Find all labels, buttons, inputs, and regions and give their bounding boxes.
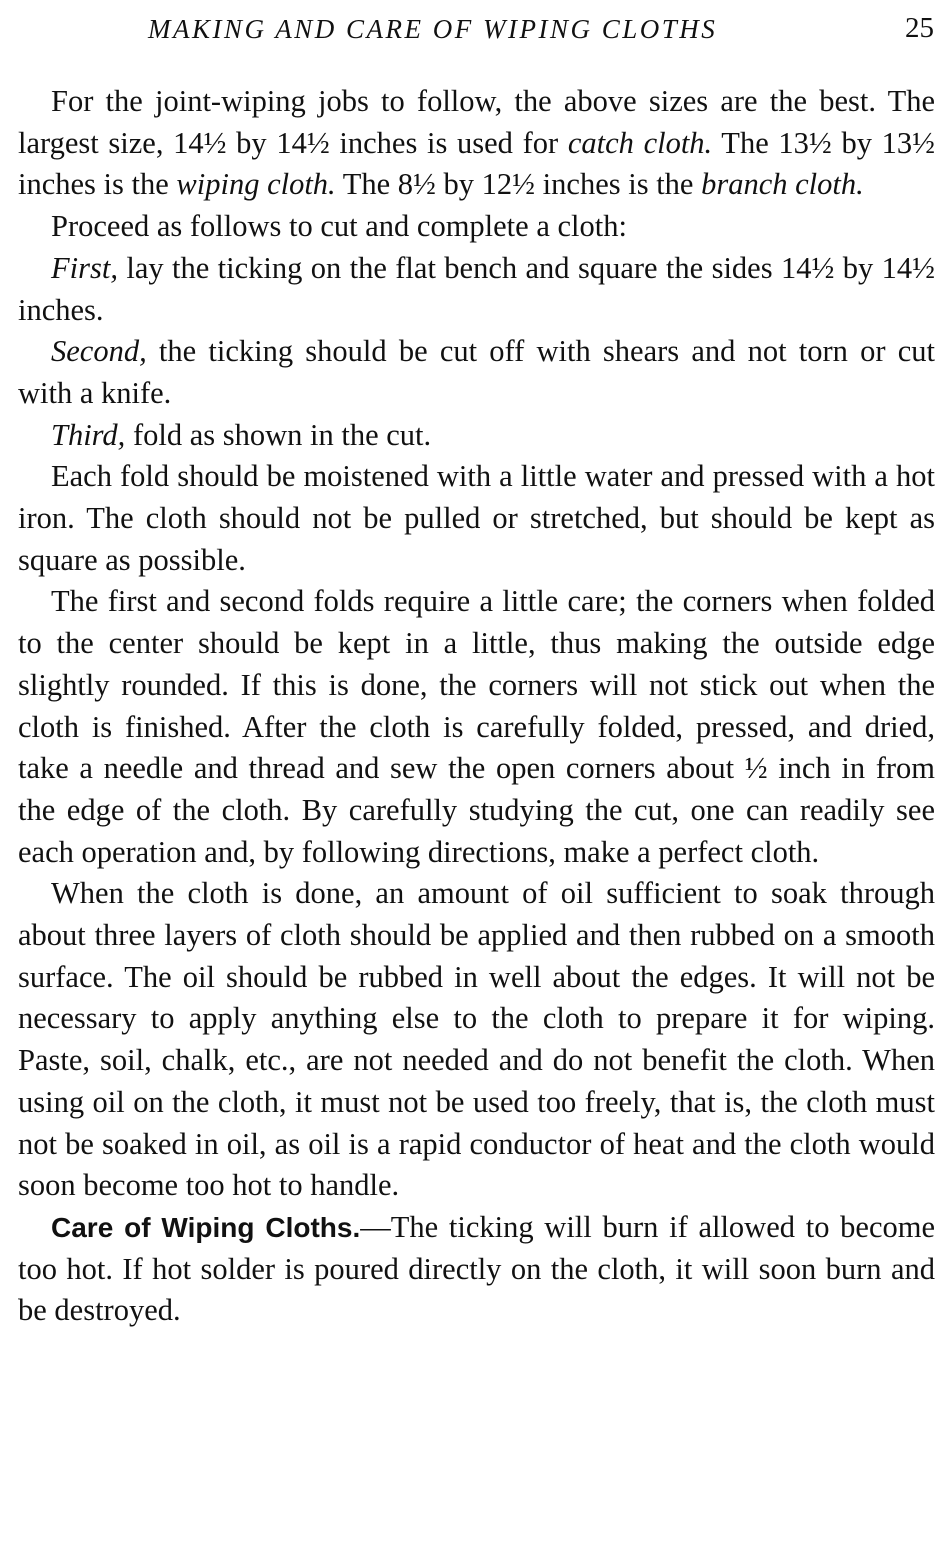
italic-term-catch-cloth: catch cloth. — [567, 125, 713, 160]
paragraph-proceed: Proceed as follows to cut and complete a cloth: — [51, 209, 627, 244]
step-label: Second, — [51, 334, 147, 369]
step-text: fold as shown in the cut. — [125, 417, 432, 452]
page-number: 25 — [905, 12, 934, 44]
paragraph-step-third — [18, 415, 935, 457]
paragraph-step-first — [18, 248, 935, 331]
section-text: —The ticking will burn if allowed to become too hot. If hot solder is poured directly on the cloth, it will soon burn and be destroyed. — [18, 1209, 935, 1328]
step-label: First, — [51, 250, 118, 285]
page-header — [0, 10, 950, 50]
paragraph-oiling: When the cloth is done, an amount of oil sufficient to soak through about three layers of cloth should be applied and then rubbed on a smooth surface. The oil should be rubbed in well about the edges. It will not be necessary to apply anything else to the cloth to prepare it for wiping. Paste, soil, chalk, etc., are not needed and do not benefit the cloth. When using oil on the cloth, it must not be used too freely, that is, the cloth must not be soaked in oil, as oil is a rapid conductor of heat and the cloth would soon become too hot to handle. — [18, 876, 935, 1203]
body-text — [18, 81, 935, 1332]
section-run-in-heading: Care of Wiping Cloths. — [51, 1211, 361, 1243]
paragraph-step-second — [18, 331, 935, 414]
paragraph-moisten-fold: Each fold should be moistened with a little water and pressed with a hot iron. The cloth should not be pulled or stretched, but should be kept as square as possible. — [18, 459, 935, 577]
italic-term-wiping-cloth: wiping cloth. — [176, 167, 336, 202]
paragraph-cloth-sizes — [18, 81, 935, 206]
running-head: MAKING AND CARE OF WIPING CLOTHS — [148, 14, 718, 44]
text-run: For the joint-wiping jobs to follow, the above sizes are the best. The largest size, 14½ by 14½ inches is used for — [18, 84, 935, 160]
paragraph-care-of-wiping-cloths — [18, 1207, 935, 1332]
step-text: the ticking should be cut off with shears and not torn or cut with a knife. — [18, 334, 935, 410]
text-run: The 8½ by 12½ inches is the — [335, 167, 702, 202]
step-label: Third, — [51, 417, 126, 452]
step-text: lay the ticking on the flat bench and square the sides 14½ by 14½ inches. — [18, 250, 935, 327]
text-run: The 13½ by 13½ inches is the — [18, 125, 935, 202]
paragraph-folding-care: The first and second folds require a little care; the corners when folded to the center should be kept in a little, thus making the outside edge slightly rounded. If this is done, the corners will not stick out when the cloth is finished. After the cloth is carefully folded, pressed, and dried, take a needle and thread and sew the open corners about ½ inch in from the edge of the cloth. By carefully studying the cut, one can readily see each operation and, by following directions, make a perfect cloth. — [18, 584, 935, 869]
italic-term-branch-cloth: branch cloth. — [701, 167, 864, 202]
